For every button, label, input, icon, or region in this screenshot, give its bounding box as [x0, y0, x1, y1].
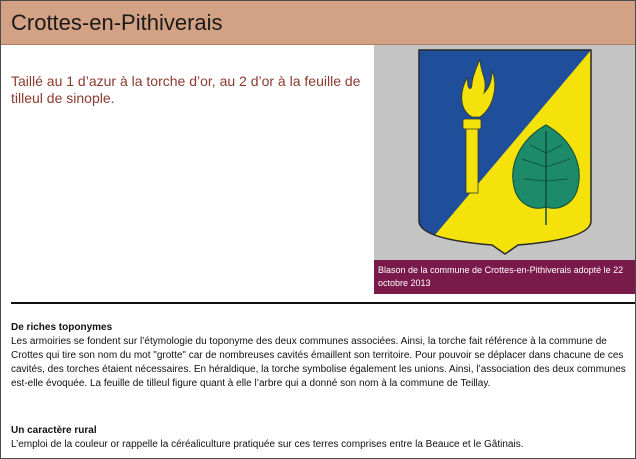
section-toponymes [11, 321, 635, 391]
section-rural [11, 424, 635, 452]
page-header [1, 1, 635, 45]
blazon-description: Taillé au 1 d’azur à la torche d’or, au 2 d’or à la feuille de tilleul de sinople. [11, 73, 361, 106]
section-body: Les armoiries se fondent sur l’étymologie du toponyme des deux communes associées. Ainsi, la torche fait référence à la commune de Crottes qui tire son nom du mot "grotte" car de nombreuses cavités émaillent son territoire. Pour pouvoir se déplacer dans chacune de ces cavités, des torches étaient nécessaires. En héraldique, la torche symbolise également les unions. Ainsi, l’association des deux communes est-elle évoquée. La feuille de tilleul figure quant à elle l’arbre qui a donné son nom à la commune de Teillay. [11, 336, 626, 389]
coat-of-arms-icon [418, 49, 592, 255]
section-body: L’emploi de la couleur or rappelle la céréaliculture pratiquée sur ces terres comprises entre la Beauce et le Gâtinais. [11, 439, 524, 450]
coat-of-arms-image [374, 45, 635, 260]
page-title: Crottes-en-Pithiverais [11, 10, 223, 35]
image-caption [374, 260, 635, 294]
caption-text: Blason de la commune de Crottes-en-Pithiverais adopté le 22 octobre 2013 [378, 265, 624, 288]
section-heading: Un caractère rural [11, 425, 97, 436]
section-divider [11, 302, 635, 304]
section-heading: De riches toponymes [11, 322, 113, 333]
